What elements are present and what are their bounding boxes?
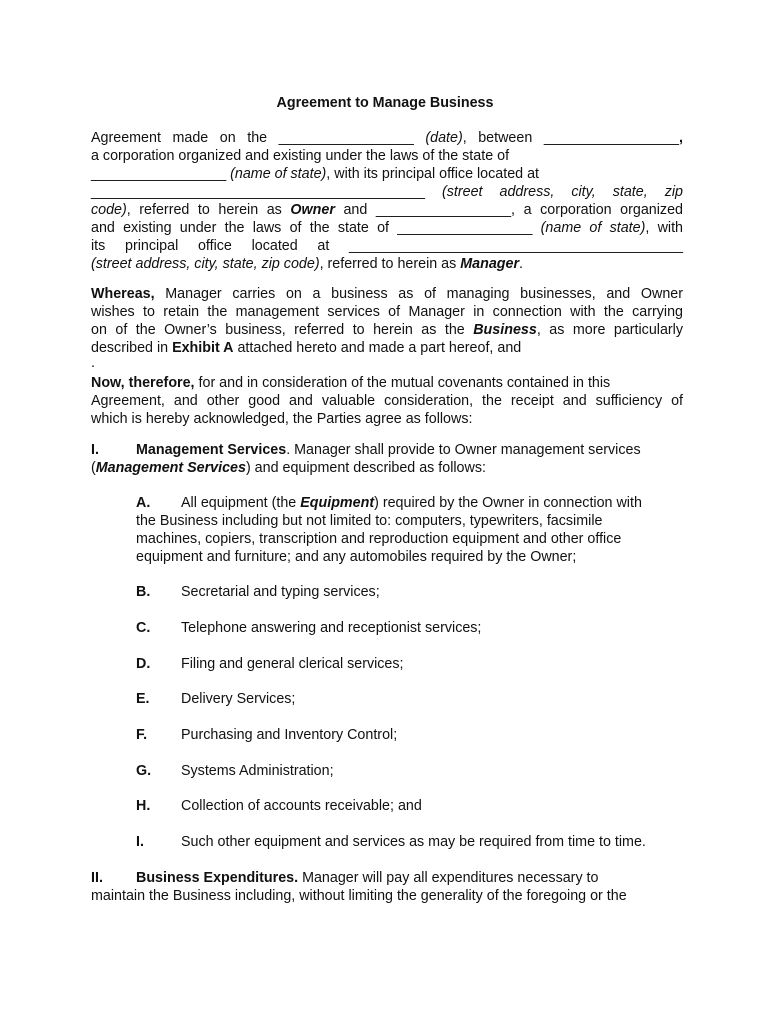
intro-line-4: __________________________________________ (street address, city, state, zip [91,184,683,200]
item-a-line-2: the Business including but not limited to: computers, typewriters, facsimile [136,513,603,529]
address1-blank: __________________________________________ [91,184,425,200]
list-item: C. Telephone answering and receptionist services; [136,620,482,636]
section-1-numeral: I. [91,442,99,458]
section-2 [91,869,683,905]
whereas-dot: . [91,355,95,371]
therefore-line-3: which is hereby acknowledged, the Parties agree as follows: [91,411,473,427]
intro-line-6: and existing under the laws of the state of _________________ (name of state), with [91,220,683,236]
list-item: H. Collection of accounts receivable; and [136,798,422,814]
list-item: F. Purchasing and Inventory Control; [136,727,398,743]
date-blank: _________________ [278,130,414,146]
section-2-line-2: maintain the Business including, without limiting the generality of the foregoing or the [91,888,627,904]
state2-blank: _________________ [397,220,533,236]
party2-blank: _________________ [375,202,512,218]
document-title: Agreement to Manage Business [276,95,494,111]
section-2-line-1: II. Business Expenditures. Manager will pay all expenditures necessary to [91,870,599,886]
section-1 [91,441,683,477]
business-term: Business [473,322,537,338]
therefore-line-1: Now, therefore, for and in consideration of the mutual covenants contained in this [91,375,611,391]
list-item: G. Systems Administration; [136,763,334,779]
manager-term: Manager [460,256,520,272]
whereas-paragraph [91,285,683,369]
party1-blank: _________________ [543,130,679,146]
therefore-line-2: Agreement, and other good and valuable consideration, the receipt and sufficiency of [91,393,683,409]
section-1-line-2: (Management Services) and equipment described as follows: [91,460,486,476]
list-item: B. Secretarial and typing services; [136,584,380,600]
intro-line-8: (street address, city, state, zip code), referred to herein as Manager. [91,256,524,272]
intro-line-1: Agreement made on the _________________ (date), between _________________, [91,130,683,146]
equipment-term: Equipment [300,495,375,511]
intro-line-3: _________________ (name of state), with its principal office located at [91,166,540,182]
intro-paragraph [91,129,683,273]
whereas-line-2: wishes to retain the management services of Manager in connection with the carrying [91,304,683,320]
section-1-heading: Management Services [136,442,287,458]
item-a [136,494,676,566]
list-item: E. Delivery Services; [136,691,296,707]
intro-line-5: code), referred to herein as Owner and _________________, a corporation organized [91,202,683,218]
therefore-paragraph [91,374,683,428]
whereas-line-3: on of the Owner’s business, referred to herein as the Business, as more particularly [91,322,683,338]
whereas-line-1: Whereas, Manager carries on a business as of managing businesses, and Owner [91,286,683,302]
owner-term: Owner [290,202,335,218]
item-a-line-1: A. All equipment (the Equipment) required by the Owner in connection with [136,495,642,511]
intro-line-7: its principal office located at __________________________________________ [91,238,683,254]
exhibit-a-term: Exhibit A [172,340,234,356]
state1-blank: _________________ [91,166,227,182]
section-2-heading: Business Expenditures. [136,870,299,886]
item-a-letter: A. [136,495,151,511]
list-item: I. Such other equipment and services as may be required from time to time. [136,834,646,850]
list-item: D. Filing and general clerical services; [136,656,404,672]
section-2-numeral: II. [91,870,103,886]
item-a-line-3: machines, copiers, transcription and reproduction equipment and other office [136,531,622,547]
intro-line-2: a corporation organized and existing under the laws of the state of [91,148,510,164]
section-1-line-1: I. Management Services. Manager shall provide to Owner management services [91,442,641,458]
management-services-term: Management Services [95,460,246,476]
item-a-line-4: equipment and furniture; and any automobiles required by the Owner; [136,549,577,565]
whereas-line-4: described in Exhibit A attached hereto and made a part hereof, and [91,340,522,356]
address2-blank: __________________________________________ [349,238,683,254]
